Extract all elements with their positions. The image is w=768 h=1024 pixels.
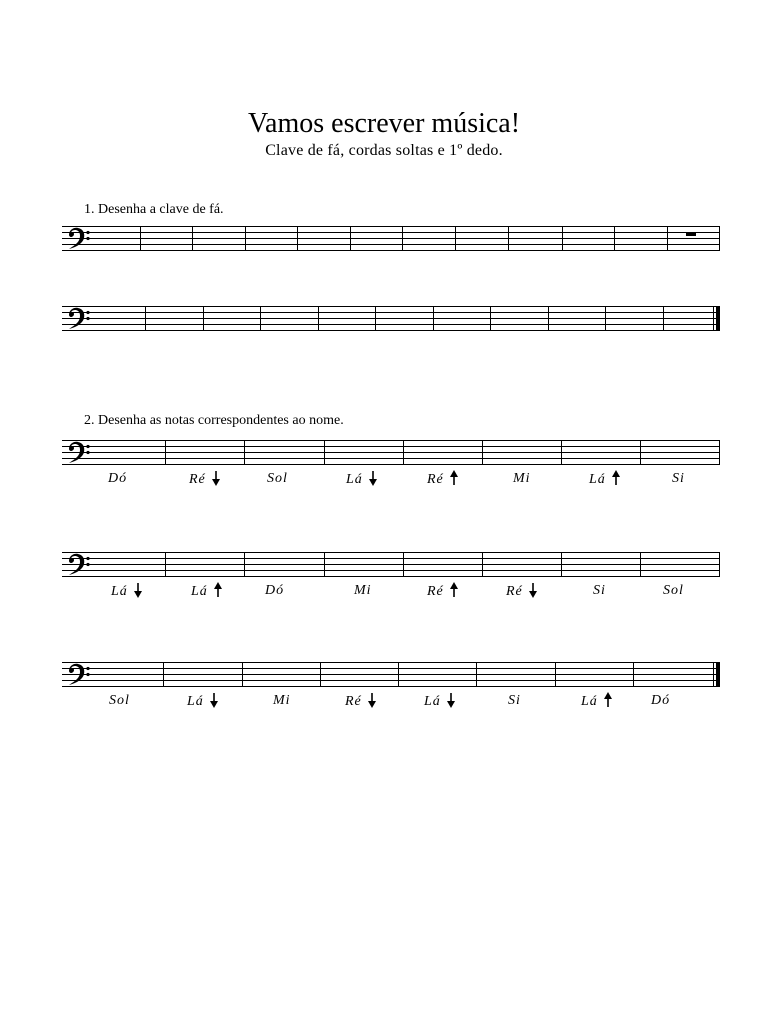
barline (140, 226, 141, 250)
note-name-label (108, 470, 127, 488)
note-name-text: Ré (427, 472, 444, 487)
staff-exercise-1-row-1 (62, 226, 720, 250)
barline (165, 440, 166, 464)
barline (244, 552, 245, 576)
barline (350, 226, 351, 250)
note-name-label (427, 470, 460, 489)
staff-line (62, 446, 720, 447)
staff-line (62, 452, 720, 453)
staff-line (62, 552, 720, 553)
barline (719, 552, 720, 576)
barline (667, 226, 668, 250)
staff-line (62, 570, 720, 571)
note-name-text: Sol (267, 471, 288, 486)
barline (605, 306, 606, 330)
staff-line (62, 312, 720, 313)
note-name-label (508, 692, 521, 710)
note-name-text: Ré (189, 472, 206, 487)
barline (719, 440, 720, 464)
staff-line (62, 324, 720, 325)
bass-clef-icon (65, 662, 91, 686)
barline (614, 226, 615, 250)
bass-clef-icon (65, 226, 91, 250)
barline (163, 662, 164, 686)
note-name-text: Lá (191, 584, 208, 599)
barline (203, 306, 204, 330)
whole-rest-icon (686, 232, 696, 236)
note-name-label (513, 470, 531, 488)
arrow-down-icon (210, 470, 222, 486)
barline (476, 662, 477, 686)
barline (320, 662, 321, 686)
note-name-text: Lá (346, 472, 363, 487)
barline (490, 306, 491, 330)
staff-line (62, 674, 720, 675)
staff-exercise-2-row-1 (62, 440, 720, 464)
barline (297, 226, 298, 250)
note-name-label (267, 470, 288, 488)
note-name-label (109, 692, 130, 710)
barline (260, 306, 261, 330)
note-name-text: Lá (581, 694, 598, 709)
staff-line (62, 330, 720, 331)
barline (165, 552, 166, 576)
note-name-label (424, 692, 457, 711)
barline (318, 306, 319, 330)
arrow-down-icon (366, 692, 378, 708)
note-name-label (191, 582, 224, 601)
staff-exercise-2-row-2 (62, 552, 720, 576)
bass-clef-icon (65, 306, 91, 330)
barline (375, 306, 376, 330)
exercise-2-instruction: 2. Desenha as notas correspondentes ao nome. (84, 413, 344, 428)
exercise-1-instruction: 1. Desenha a clave de fá. (84, 202, 224, 217)
final-barline-thin (713, 662, 714, 686)
staff-line (62, 458, 720, 459)
staff-line (62, 232, 720, 233)
barline (562, 226, 563, 250)
arrow-up-icon (448, 582, 460, 598)
staff-exercise-2-row-3 (62, 662, 720, 686)
staff-line (62, 440, 720, 441)
note-name-label (589, 470, 622, 489)
note-name-text: Lá (111, 584, 128, 599)
arrow-down-icon (132, 582, 144, 598)
note-name-text: Si (672, 471, 685, 486)
staff-line (62, 680, 720, 681)
note-name-text: Lá (187, 694, 204, 709)
arrow-up-icon (602, 692, 614, 708)
barline (402, 226, 403, 250)
staff-line (62, 558, 720, 559)
barline (548, 306, 549, 330)
arrow-down-icon (445, 692, 457, 708)
barline (324, 440, 325, 464)
note-name-text: Mi (354, 583, 372, 598)
note-name-text: Si (508, 693, 521, 708)
note-name-label (111, 582, 144, 601)
note-name-text: Mi (513, 471, 531, 486)
note-name-label (427, 582, 460, 601)
barline (403, 552, 404, 576)
note-name-label (346, 470, 379, 489)
barline (561, 552, 562, 576)
note-name-label (663, 582, 684, 600)
staff-line (62, 238, 720, 239)
staff-line (62, 668, 720, 669)
note-name-label (189, 470, 222, 489)
barline (455, 226, 456, 250)
note-name-text: Ré (427, 584, 444, 599)
note-name-label (354, 582, 372, 600)
note-name-text: Si (593, 583, 606, 598)
barline (561, 440, 562, 464)
barline (244, 440, 245, 464)
final-barline-thick (716, 662, 720, 687)
barline (640, 552, 641, 576)
staff-line (62, 306, 720, 307)
staff-line (62, 250, 720, 251)
arrow-up-icon (448, 470, 460, 486)
barline (508, 226, 509, 250)
barline (633, 662, 634, 686)
staff-line (62, 226, 720, 227)
barline (324, 552, 325, 576)
note-name-text: Dó (265, 583, 285, 598)
barline (482, 440, 483, 464)
note-name-text: Ré (345, 694, 362, 709)
note-name-text: Dó (651, 693, 671, 708)
staff-line (62, 576, 720, 577)
barline (192, 226, 193, 250)
staff-line (62, 686, 720, 687)
staff-line (62, 662, 720, 663)
final-barline-thick (716, 306, 720, 331)
page-title: Vamos escrever música! (247, 108, 521, 139)
note-name-text: Lá (589, 472, 606, 487)
note-name-text: Dó (108, 471, 128, 486)
barline (245, 226, 246, 250)
barline (640, 440, 641, 464)
note-name-label (265, 582, 284, 600)
arrow-down-icon (208, 692, 220, 708)
staff-line (62, 564, 720, 565)
note-name-text: Mi (273, 693, 291, 708)
arrow-down-icon (367, 470, 379, 486)
arrow-down-icon (527, 582, 539, 598)
barline (398, 662, 399, 686)
note-name-text: Sol (109, 693, 130, 708)
staff-line (62, 244, 720, 245)
note-name-text: Sol (663, 583, 684, 598)
staff-line (62, 318, 720, 319)
note-name-label (345, 692, 378, 711)
arrow-up-icon (212, 582, 224, 598)
note-name-text: Ré (506, 584, 523, 599)
staff-line (62, 464, 720, 465)
arrow-up-icon (610, 470, 622, 486)
note-name-label (651, 692, 670, 710)
note-name-label (672, 470, 685, 488)
barline (242, 662, 243, 686)
barline (433, 306, 434, 330)
note-name-label (187, 692, 220, 711)
note-name-label (273, 692, 291, 710)
barline (555, 662, 556, 686)
page-subtitle: Clave de fá, cordas soltas e 1º dedo. (265, 142, 503, 159)
note-name-label (581, 692, 614, 711)
barline (719, 226, 720, 250)
barline (482, 552, 483, 576)
barline (663, 306, 664, 330)
note-name-label (506, 582, 539, 601)
bass-clef-icon (65, 552, 91, 576)
barline (145, 306, 146, 330)
staff-exercise-1-row-2 (62, 306, 720, 330)
note-name-label (593, 582, 606, 600)
bass-clef-icon (65, 440, 91, 464)
final-barline-thin (713, 306, 714, 330)
note-name-text: Lá (424, 694, 441, 709)
barline (403, 440, 404, 464)
